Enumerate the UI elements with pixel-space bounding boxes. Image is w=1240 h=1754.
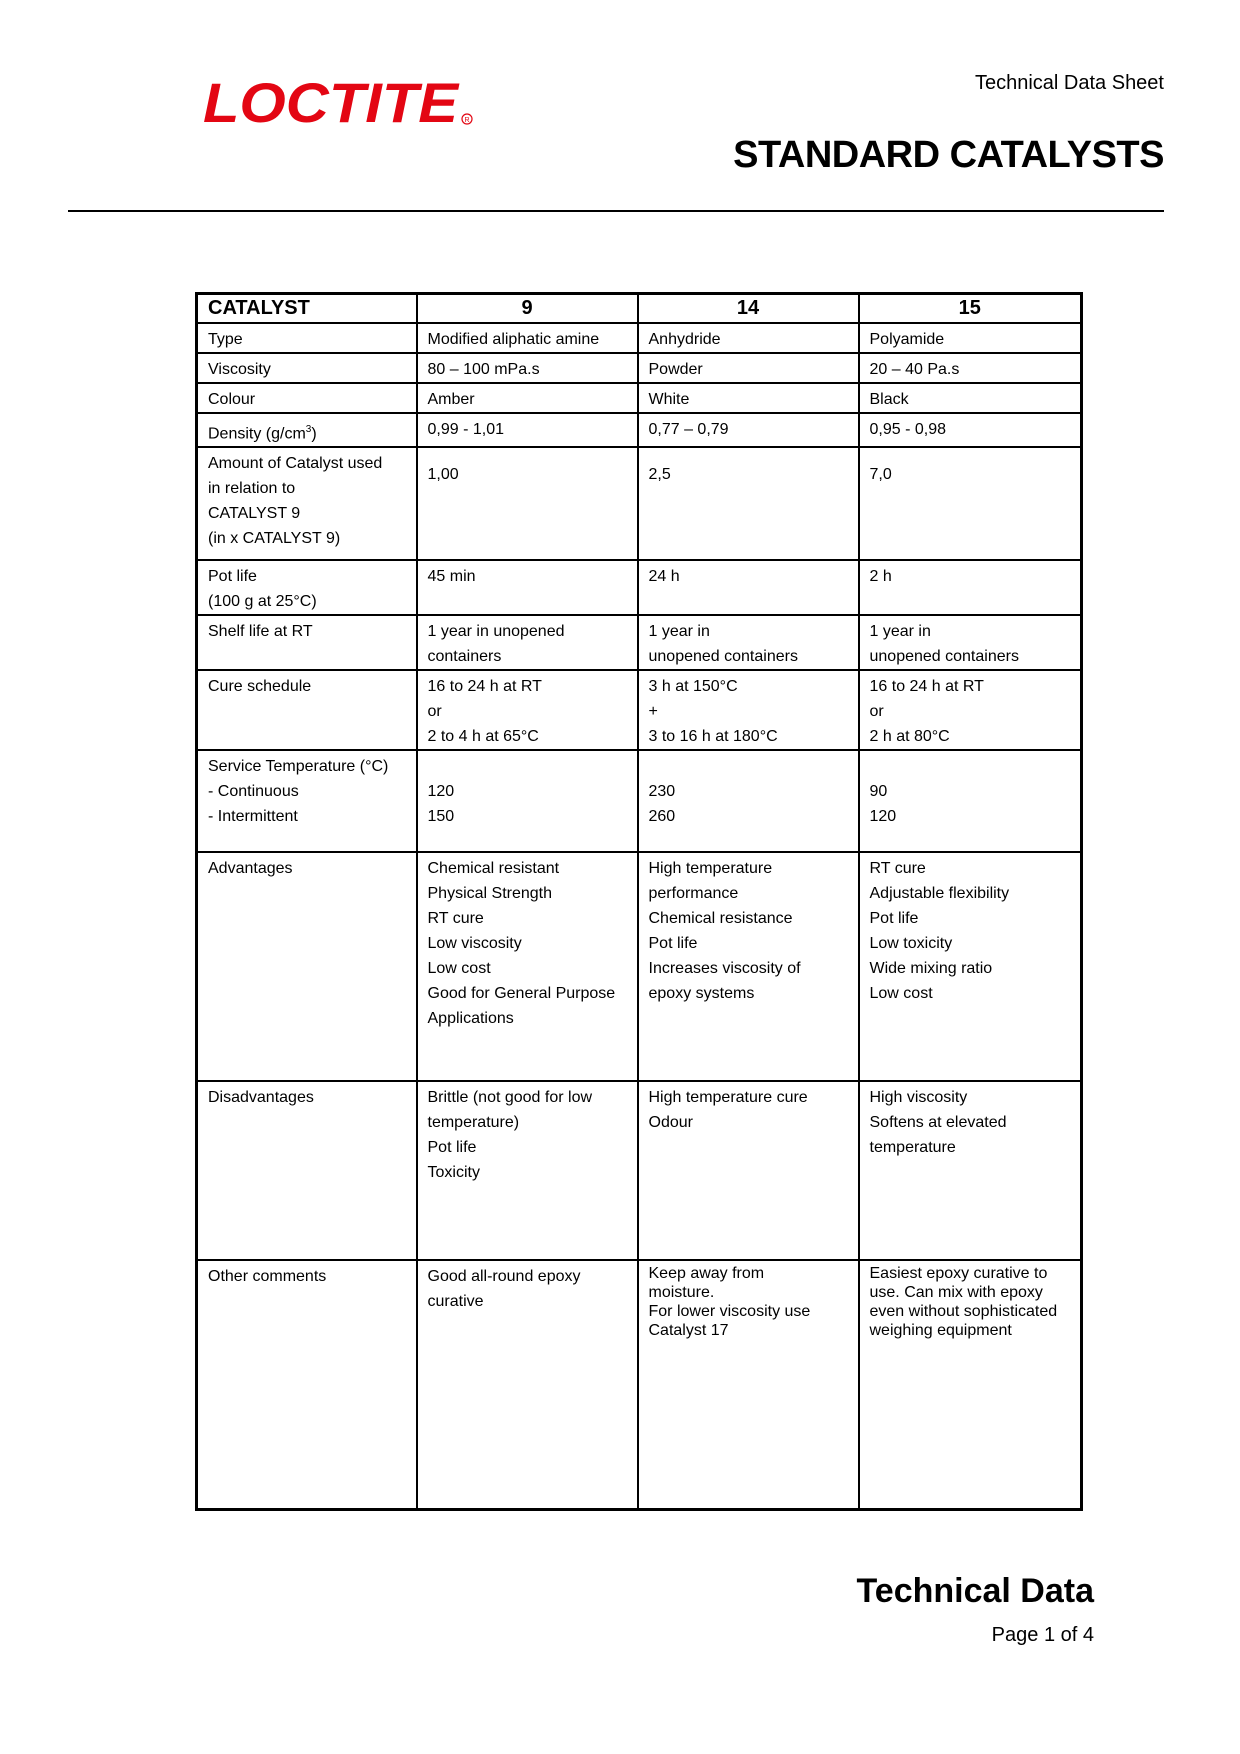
cell-line: 3 to 16 h at 180°C: [648, 728, 778, 746]
cell-line: epoxy systems: [648, 985, 755, 1003]
cell-line: Catalyst 17: [648, 1322, 729, 1340]
table-row: [197, 323, 1082, 353]
cell: 0,99 - 1,01: [417, 413, 638, 447]
cell-line: performance: [648, 885, 739, 903]
cell: 80 – 100 mPa.s: [417, 353, 638, 383]
cell: 0,77 – 0,79: [638, 413, 859, 447]
catalyst-table: [195, 292, 1083, 1511]
cell-line: For lower viscosity use: [648, 1303, 811, 1321]
table-row: [197, 852, 1082, 1081]
cell: [638, 1081, 859, 1260]
cell-line: or: [869, 703, 884, 721]
cell-line: Odour: [648, 1114, 693, 1132]
cell-line: Brittle (not good for low: [427, 1089, 593, 1107]
cell-line: Toxicity: [427, 1164, 480, 1182]
label-line: CATALYST 9: [208, 505, 301, 523]
cell-line: temperature: [869, 1139, 956, 1157]
cell-line: Physical Strength: [427, 885, 553, 903]
table-row: [197, 670, 1082, 750]
cell: [638, 750, 859, 852]
cell-line: 2 h at 80°C: [869, 728, 950, 746]
row-label: [197, 447, 417, 560]
cell: 2,5: [638, 447, 859, 560]
label-line: Service Temperature (°C): [208, 758, 389, 776]
row-label: [197, 413, 417, 447]
header-col-14: 14: [638, 294, 859, 324]
cell-line: 120: [427, 783, 455, 801]
cell-line: containers: [427, 648, 502, 666]
row-label: Shelf life at RT: [197, 615, 417, 670]
cell-line: 3 h at 150°C: [648, 678, 738, 696]
cell-line: Easiest epoxy curative to: [869, 1265, 1048, 1283]
cell: Modified aliphatic amine: [417, 323, 638, 353]
cell: [859, 670, 1082, 750]
cell-line: 90: [869, 783, 888, 801]
cell: Amber: [417, 383, 638, 413]
cell: Black: [859, 383, 1082, 413]
cell: 1,00: [417, 447, 638, 560]
cell-line: unopened containers: [648, 648, 798, 666]
cell-line: or: [427, 703, 442, 721]
label-line: - Continuous: [208, 783, 299, 801]
cell-line: Low toxicity: [869, 935, 953, 953]
header-col-9: 9: [417, 294, 638, 324]
page-number: 1 of 4: [1043, 1624, 1094, 1646]
brand-wordmark: LOCTITE: [203, 72, 460, 132]
cell-line: Adjustable flexibility: [869, 885, 1010, 903]
label-line: Amount of Catalyst used: [208, 455, 383, 473]
cell: [417, 670, 638, 750]
cell: [417, 750, 638, 852]
cell-line: Wide mixing ratio: [869, 960, 993, 978]
row-label: Colour: [197, 383, 417, 413]
cell-line: 16 to 24 h at RT: [869, 678, 984, 696]
cell-line: Chemical resistance: [648, 910, 793, 928]
cell-line: curative: [427, 1293, 484, 1311]
cell: [638, 615, 859, 670]
header-divider: [68, 210, 1164, 212]
cell-line: even without sophisticated: [869, 1303, 1058, 1321]
row-label: Type: [197, 323, 417, 353]
cell-line: Pot life: [648, 935, 698, 953]
cell-line: 260: [648, 808, 676, 826]
cell-line: Pot life: [427, 1139, 477, 1157]
table-row: [197, 1081, 1082, 1260]
label-line: - Intermittent: [208, 808, 298, 826]
cell: Anhydride: [638, 323, 859, 353]
table-header-row: [197, 294, 1082, 324]
cell-line: Pot life: [869, 910, 919, 928]
cell-line: weighing equipment: [869, 1322, 1012, 1340]
cell-line: Keep away from: [648, 1265, 765, 1283]
table-row: [197, 615, 1082, 670]
table-row: [197, 750, 1082, 852]
header-col-15: 15: [859, 294, 1082, 324]
table-row: [197, 413, 1082, 447]
row-label: Disadvantages: [197, 1081, 417, 1260]
density-exponent: 3: [305, 424, 312, 435]
cell: [859, 615, 1082, 670]
doc-type: Technical Data Sheet: [974, 72, 1164, 94]
cell-line: +: [648, 703, 658, 721]
table-row: [197, 383, 1082, 413]
cell-line: Chemical resistant: [427, 860, 560, 878]
row-label: Advantages: [197, 852, 417, 1081]
cell: [859, 852, 1082, 1081]
row-label: Other comments: [197, 1260, 417, 1510]
cell-line: 230: [648, 783, 676, 801]
cell: 7,0: [859, 447, 1082, 560]
svg-text:R: R: [464, 117, 470, 124]
label-line: in relation to: [208, 480, 296, 498]
cell: 0,95 - 0,98: [859, 413, 1082, 447]
cell-line: 150: [427, 808, 455, 826]
cell-line: 1 year in: [648, 623, 710, 641]
footer-title: Technical Data: [856, 1572, 1094, 1610]
table-row: [197, 560, 1082, 615]
cell-line: High temperature: [648, 860, 773, 878]
cell: [417, 852, 638, 1081]
cell-line: Increases viscosity of: [648, 960, 801, 978]
cell-line: Good all-round epoxy: [427, 1268, 581, 1286]
cell: White: [638, 383, 859, 413]
cell-line: Low cost: [427, 960, 491, 978]
cell: [638, 852, 859, 1081]
table-row: [197, 1260, 1082, 1510]
cell-line: 16 to 24 h at RT: [427, 678, 542, 696]
cell-line: use. Can mix with epoxy: [869, 1284, 1043, 1302]
row-label: [197, 750, 417, 852]
header-label: CATALYST: [197, 294, 417, 324]
cell-line: Low cost: [869, 985, 933, 1003]
cell: [417, 615, 638, 670]
cell-line: Low viscosity: [427, 935, 522, 953]
row-label: [197, 560, 417, 615]
cell-line: RT cure: [427, 910, 484, 928]
cell: [859, 1260, 1082, 1510]
cell: 24 h: [638, 560, 859, 615]
cell-line: Applications: [427, 1010, 514, 1028]
cell-line: 1 year in: [869, 623, 931, 641]
density-label: Density (g/cm: [208, 425, 306, 443]
page-label: Page: [991, 1624, 1039, 1646]
cell: Polyamide: [859, 323, 1082, 353]
cell: [859, 1081, 1082, 1260]
cell: Powder: [638, 353, 859, 383]
cell: [638, 670, 859, 750]
cell-line: RT cure: [869, 860, 926, 878]
cell-line: 1 year in unopened: [427, 623, 565, 641]
cell-line: High temperature cure: [648, 1089, 808, 1107]
cell-line: 120: [869, 808, 897, 826]
label-line: Pot life: [208, 568, 257, 586]
label-line: (100 g at 25°C): [208, 593, 317, 611]
table-row: [197, 353, 1082, 383]
page-indicator: [992, 1624, 1094, 1647]
cell-line: unopened containers: [869, 648, 1019, 666]
label-line: (in x CATALYST 9): [208, 530, 341, 548]
cell-line: Good for General Purpose: [427, 985, 616, 1003]
cell-line: 2 to 4 h at 65°C: [427, 728, 539, 746]
table-row: [197, 447, 1082, 560]
cell: 20 – 40 Pa.s: [859, 353, 1082, 383]
cell-line: temperature): [427, 1114, 520, 1132]
row-label: Cure schedule: [197, 670, 417, 750]
cell-line: moisture.: [648, 1284, 715, 1302]
cell: 2 h: [859, 560, 1082, 615]
cell: [638, 1260, 859, 1510]
cell-line: Softens at elevated: [869, 1114, 1007, 1132]
cell-line: High viscosity: [869, 1089, 968, 1107]
cell: [859, 750, 1082, 852]
cell: [417, 1081, 638, 1260]
row-label: Viscosity: [197, 353, 417, 383]
loctite-logo: [203, 72, 473, 132]
cell: 45 min: [417, 560, 638, 615]
doc-title: STANDARD CATALYSTS: [733, 134, 1164, 176]
cell: [417, 1260, 638, 1510]
density-label-end: ): [311, 425, 317, 443]
